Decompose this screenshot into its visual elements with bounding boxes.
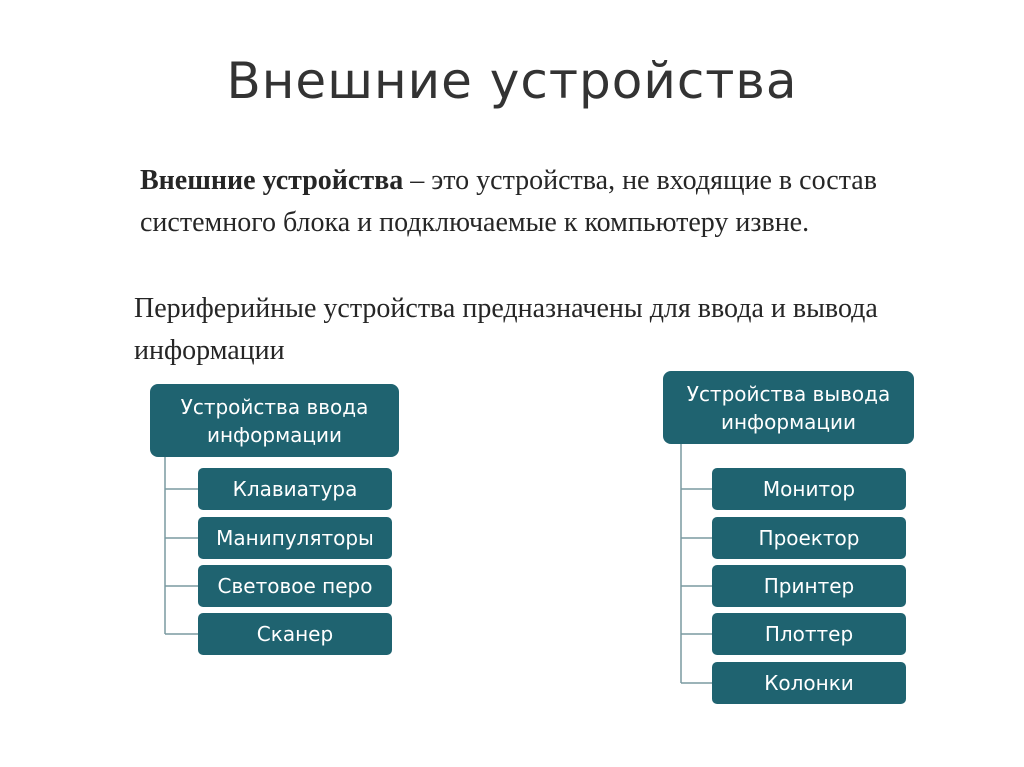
input-devices-header: Устройства ввода информации — [150, 384, 399, 457]
input-item-keyboard: Клавиатура — [198, 468, 392, 510]
output-item-printer: Принтер — [712, 565, 906, 607]
peripheral-paragraph: Периферийные устройства предназначены для ввода и вывода информации — [134, 293, 878, 366]
output-item-monitor: Монитор — [712, 468, 906, 510]
output-devices-header: Устройства вывода информации — [663, 371, 914, 444]
definition-term: Внешние устройства — [140, 165, 404, 196]
output-item-speakers: Колонки — [712, 662, 906, 704]
output-item-projector: Проектор — [712, 517, 906, 559]
input-item-scanner: Сканер — [198, 613, 392, 655]
input-item-light-pen: Световое перо — [198, 565, 392, 607]
definition-text: – это устройства, не входящие в состав системного блока и подключаемые к компьютеру извне. — [140, 165, 877, 238]
slide-title: Внешние устройства — [226, 52, 798, 110]
input-item-manipulators: Манипуляторы — [198, 517, 392, 559]
output-item-plotter: Плоттер — [712, 613, 906, 655]
